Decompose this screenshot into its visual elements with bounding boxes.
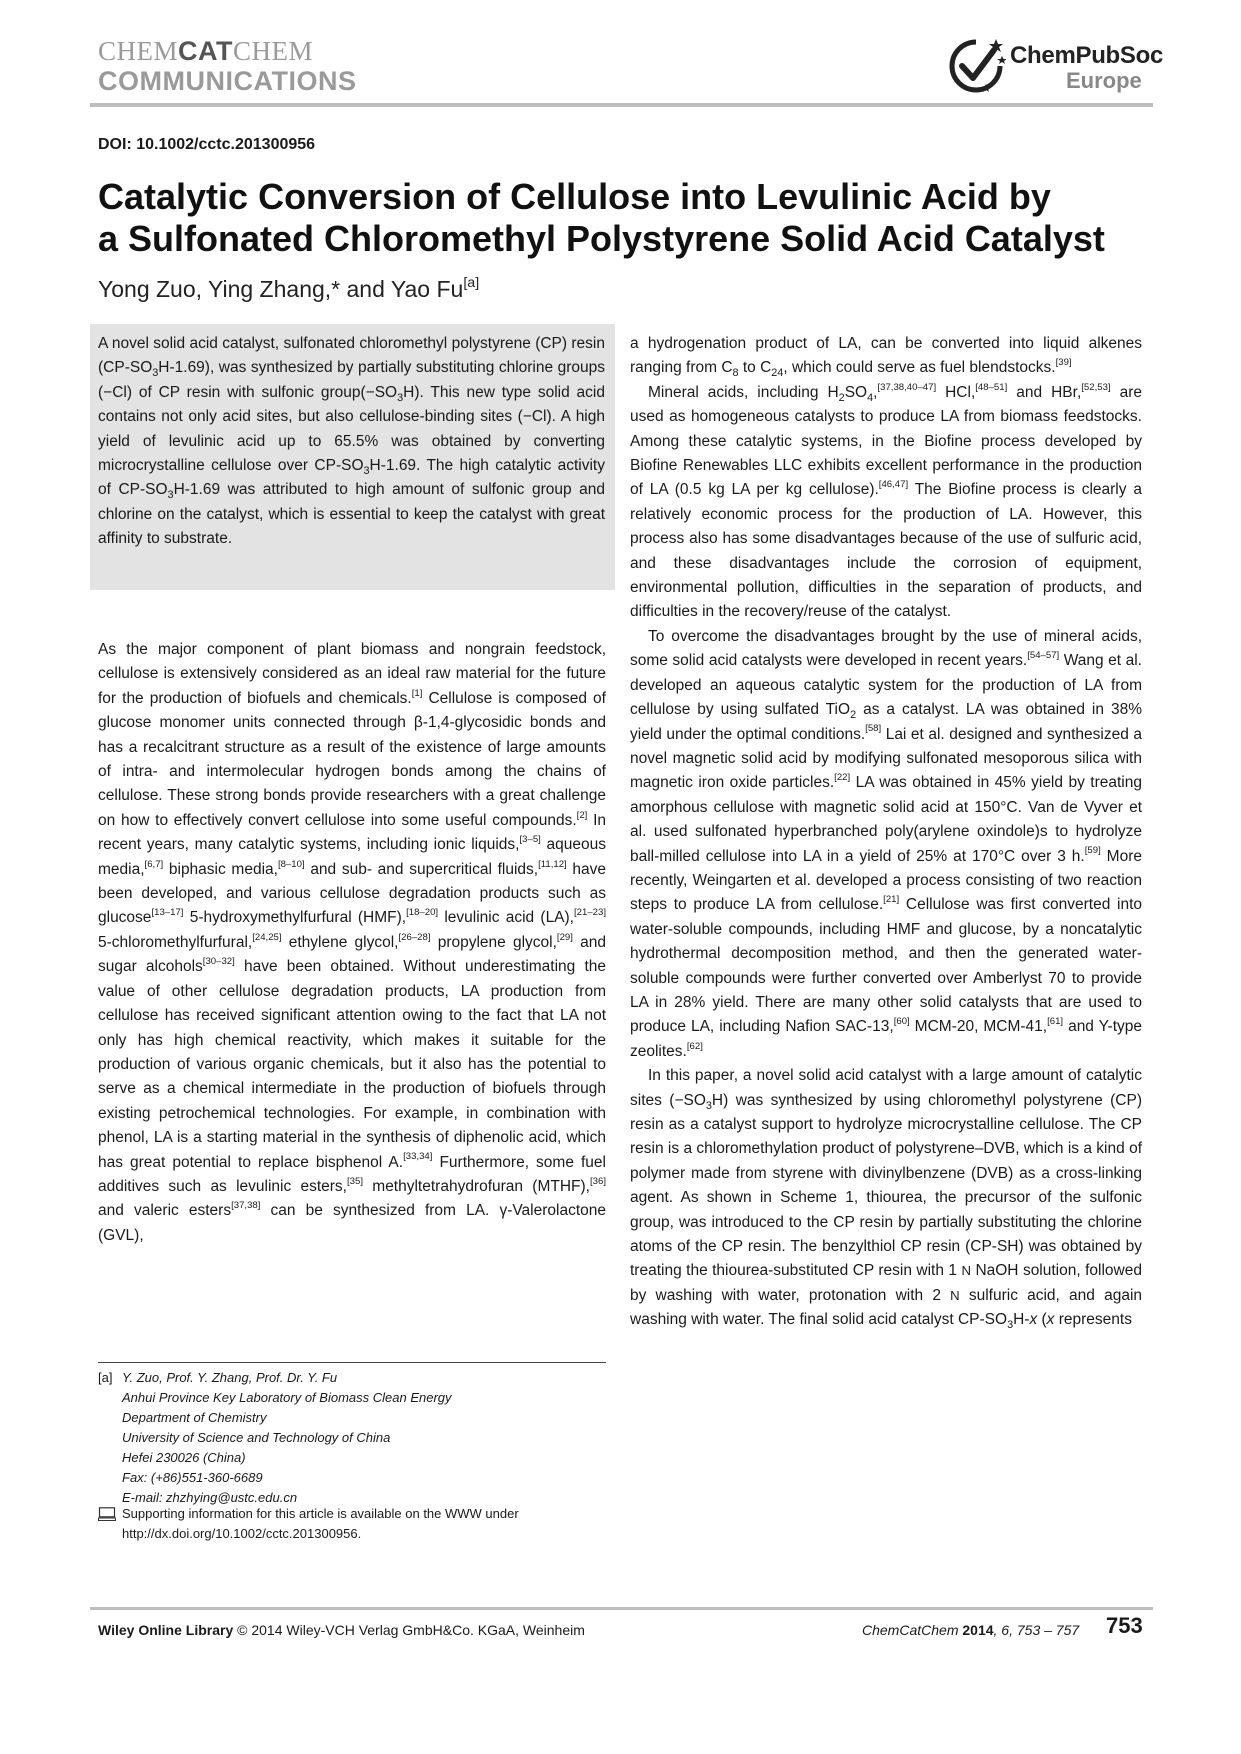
body-paragraph: To overcome the disadvantages brought by the use of mineral acids, some solid acid catalysts were developed in recent years.[54–57] Wang et al. developed an aqueous catalytic system for the production of LA from cellulose by using sulfated TiO$_2$ as a catalyst. LA was obtained in 38% yield under the optimal conditions.[58] Lai et al. designed and synthesized a novel magnetic solid acid by modifying sulfonated mesoporous silica with magnetic iron oxide particles.[22] LA was obtained in 45% yield by treating amorphous cellulose with magnetic solid acid at 150°C. Van de Vyver et al. used sulfonated hyperbranched poly(arylene oxindole)s to hydrolyze ball-milled cellulose into LA in a yield of 25% at 170°C over 3 h.[59] More recently, Weingarten et al. developed a process consisting of two reaction steps to produce LA from cellulose.[21] Cellulose was first converted into water-soluble compounds, including HMF and glucose, by a noncatalytic hydrothermal decomposition method, and then the generated water-soluble compounds were further converted over Amberlyst 70 to provide LA in 28% yield. There are many other solid catalysts that are used to produce LA, including Nafion SAC-13,[60] MCM-20, MCM-41,[61] and Y-type zeolites.[62] bbox=[630, 627, 1142, 1060]
affiliation-footnote: [a] Y. Zuo, Prof. Y. Zhang, Prof. Dr. Y. Fu Anhui Province Key Laboratory of Biomass Clean Energy Department of Chemistry University of Science and Technology of China Hefei 230026 (China) Fax: (+86)551-360-6689 E-mail: zhzhying@ustc.edu.cn bbox=[98, 1370, 452, 1505]
footer-copyright: Wiley Online Library © 2014 Wiley-VCH Verlag GmbH&Co. KGaA, Weinheim bbox=[98, 1622, 585, 1638]
logo-line2: Europe bbox=[1066, 68, 1142, 93]
authors bbox=[98, 276, 479, 303]
affiliation-mark: [a] bbox=[463, 274, 480, 291]
footer-citation: ChemCatChem 2014, 6, 753 – 757 bbox=[862, 1622, 1080, 1638]
header-rule bbox=[90, 103, 1153, 107]
section-name: COMMUNICATIONS bbox=[98, 66, 357, 96]
logo-line1: ChemPubSoc bbox=[1010, 42, 1164, 69]
article-title bbox=[98, 176, 1158, 260]
journal-name-part2: CAT bbox=[178, 36, 234, 66]
journal-name-part1: CHEM bbox=[98, 36, 179, 66]
doi: DOI: 10.1002/cctc.201300956 bbox=[98, 136, 316, 153]
page-number: 753 bbox=[1106, 1613, 1143, 1638]
body-right-column bbox=[630, 332, 1142, 1333]
title-line-2: a Sulfonated Chloromethyl Polystyrene Solid Acid Catalyst bbox=[98, 218, 1105, 259]
supporting-info-note: Supporting information for this article is available on the WWW under http://dx.doi.org/10.1002/cctc.201300956. bbox=[98, 1504, 606, 1544]
body-paragraph: As the major component of plant biomass and nongrain feedstock, cellulose is extensively considered as an ideal raw material for the future for the production of biofuels and chemicals.[1] Cellulose is composed of glucose monomer units connected through β-1,4-glycosidic bonds and has a recalcitrant structure as a result of the existence of large amounts of intra- and intermolecular hydrogen bonds among the chains of cellulose. These strong bonds provide researchers with a great challenge on how to effectively convert cellulose into some useful compounds.[2] In recent years, many catalytic systems, including ionic liquids,[3–5] aqueous media,[6,7] biphasic media,[8–10] and sub- and supercritical fluids,[11,12] have been developed, and various cellulose degradation products such as glucose[13–17] 5-hydroxymethylfurfural (HMF),[18–20] levulinic acid (LA),[21–23] 5-chloromethylfurfural,[24,25] ethylene glycol,[26–28] propylene glycol,[29] and sugar alcohols[30–32] have been obtained. Without underestimating the value of other cellulose degradation products, LA production from cellulose has received significant attention owing to the fact that LA not only has high chemical reactivity, which makes it suitable for the production of various organic chemicals, but it also has the potential to serve as a chemical intermediate in the production of biofuels through existing petrochemical technologies. For example, in combination with phenol, LA is a starting material in the synthesis of diphenolic acid, which has great potential to replace bisphenol A.[33,34] Furthermore, some fuel additives such as levulinic esters,[35] methyltetrahydrofuran (MTHF),[36] and valeric esters[37,38] can be synthesized from LA. γ-Valerolactone (GVL), bbox=[98, 641, 607, 1244]
publisher-logo bbox=[946, 36, 1164, 98]
chempubsoc-emblem-icon bbox=[946, 36, 1006, 96]
title-line-1: Catalytic Conversion of Cellulose into Levulinic Acid by bbox=[98, 176, 1051, 217]
author-names: Yong Zuo, Ying Zhang,* and Yao Fu bbox=[98, 276, 464, 302]
body-paragraph: a hydrogenation product of LA, can be converted into liquid alkenes ranging from $C_8$ to $C_{24}$, which could serve as fuel blendstocks.[39] bbox=[630, 335, 1142, 380]
body-paragraph: In this paper, a novel solid acid catalyst with a large amount of catalytic sites $(-SO_3H)$ was synthesized by using chloromethyl polystyrene (CP) resin as a catalyst support to hydrolyze microcrystalline cellulose. The CP resin is a chloromethylation product of polystyrene–DVB, which is a kind of polymer made from styrene with divinylbenzene (DVB) as a cross-linking agent. As shown in Scheme 1, thiourea, the precursor of the sulfonic group, was introduced to the CP resin by partially substituting the chlorine atoms of the CP resin. The benzylthiol CP resin (CP-SH) was obtained by treating the thiourea-substituted CP resin with 1 N NaOH solution, followed by washing with water, protonation with 2 N sulfuric acid, and again washing with water. The final solid acid catalyst $CP-SO_3H-x$ (x represents bbox=[630, 1067, 1143, 1332]
abstract: A novel solid acid catalyst, sulfonated chloromethyl polystyrene (CP) resin $(CP-SO_3H-1.69)$, was synthesized by partially substituting chlorine groups (−Cl) of CP resin with sulfonic $group(-SO_3H)$. This new type solid acid contains not only acid sites, but also cellulose-binding sites (−Cl). A high yield of levulinic acid up to 65.5% was obtained by converting microcrystalline cellulose over $CP-SO_3H-1.69$. The high catalytic activity of $CP-SO_3H-1.69$ was attributed to high amount of sulfonic group and chlorine on the catalyst, which is essential to keep the catalyst with great affinity to substrate. bbox=[98, 335, 605, 548]
computer-icon bbox=[98, 1507, 116, 1521]
footnote-rule bbox=[98, 1362, 606, 1363]
body-paragraph: Mineral acids, including $H_2SO_4,[37,38,40-47]$ HCl,[48–51] and HBr,[52,53] are used as homogeneous catalysts to produce LA from biomass feedstocks. Among these catalytic systems, in the Biofine process developed by Biofine Renewables LLC exhibits excellent performance in the production of LA (0.5 kg LA per kg cellulose).[46,47] The Biofine process is clearly a relatively economic process for the production of LA. However, this process also has some disadvantages because of the use of sulfuric acid, and these disadvantages include the corrosion of equipment, environmental pollution, difficulties in the separation of products, and difficulties in the recovery/reuse of the catalyst. bbox=[630, 381, 1142, 621]
body-left-column bbox=[98, 638, 606, 1248]
journal-name-part3: CHEM bbox=[233, 36, 314, 66]
footer-rule bbox=[90, 1607, 1153, 1610]
journal-name bbox=[98, 36, 313, 66]
